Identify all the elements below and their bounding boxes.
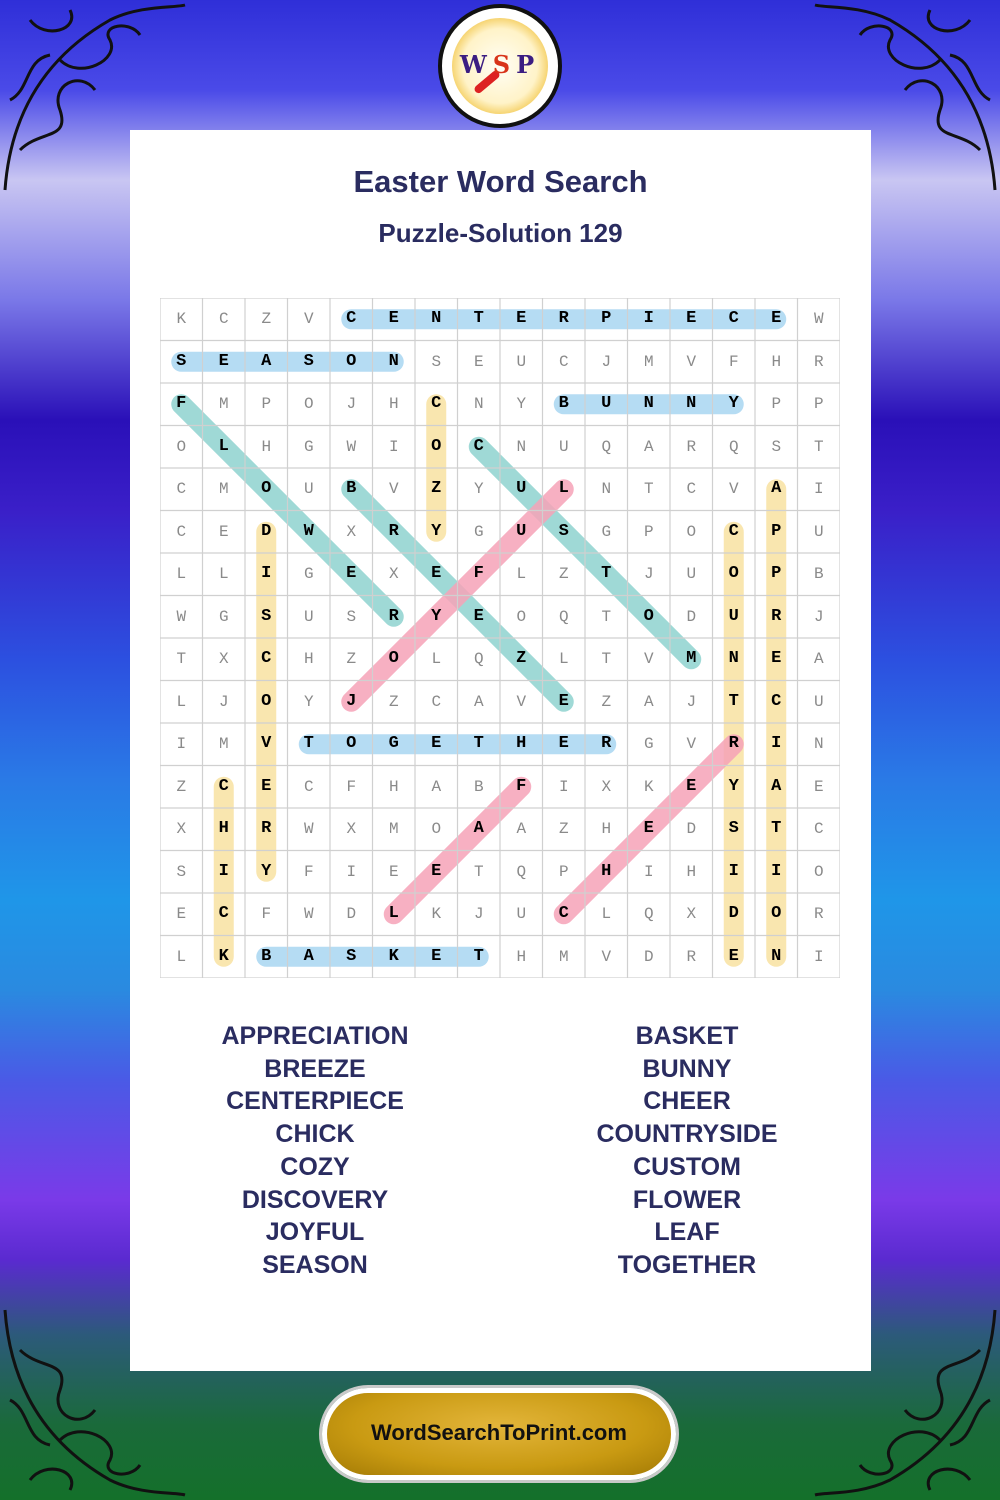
grid-letter[interactable]: O [771,904,782,923]
grid-letter[interactable]: G [388,734,399,753]
word-list-item: BASKET [635,1022,739,1050]
grid-letter[interactable]: A [771,776,782,796]
grid-letter[interactable]: R [813,352,824,371]
grid-letter[interactable]: R [771,606,782,626]
grid-letter[interactable]: B [473,777,484,796]
grid-letter[interactable]: S [558,521,569,541]
grid-letter[interactable]: P [771,395,782,413]
word-list-right [502,1020,872,1282]
grid-letter[interactable]: W [303,905,314,923]
grid-letter[interactable]: L [431,650,442,668]
grid-letter[interactable]: C [686,480,697,498]
grid-letter[interactable]: L [516,565,527,583]
grid-letter[interactable]: E [643,819,654,838]
grid-letter[interactable]: L [218,436,229,456]
grid-letter[interactable]: N [771,946,782,966]
grid-letter[interactable]: H [686,862,697,881]
grid-letter[interactable]: R [261,819,272,838]
grid-letter[interactable]: K [388,946,399,966]
grid-letter[interactable]: E [431,734,442,753]
grid-letter[interactable]: F [261,905,272,923]
grid-letter[interactable]: S [176,862,187,881]
grid-letter[interactable]: Y [728,394,739,413]
word-list-item: CHEER [643,1087,731,1116]
grid-letter[interactable]: S [346,607,357,626]
page-title: Easter Word Search [353,164,648,199]
grid-letter[interactable]: G [601,522,612,541]
grid-letter[interactable]: Z [601,692,612,711]
grid-letter[interactable]: O [303,395,314,413]
grid-letter[interactable]: E [516,309,527,328]
grid-letter[interactable]: E [218,351,229,371]
grid-letter[interactable]: L [558,650,569,668]
grid-letter[interactable]: H [303,650,314,668]
grid-letter[interactable]: C [261,649,272,668]
grid-letter[interactable]: U [813,692,824,711]
grid-letter[interactable]: V [686,352,697,371]
grid-letter[interactable]: H [516,734,527,753]
grid-letter[interactable]: T [643,480,654,498]
grid-letter[interactable]: M [218,395,229,413]
grid-letter[interactable]: M [686,649,697,668]
grid-letter[interactable]: Y [261,861,272,881]
grid-letter[interactable]: I [261,564,272,583]
grid-letter[interactable]: R [686,947,697,966]
grid-letter[interactable]: C [728,521,739,541]
grid-letter[interactable]: H [388,777,399,796]
grid-letter[interactable]: A [473,692,484,711]
grid-letter[interactable]: J [601,352,612,371]
grid-letter[interactable]: F [473,564,484,583]
grid-letter[interactable]: R [813,905,824,923]
grid-letter[interactable]: J [686,692,697,711]
grid-letter[interactable]: F [346,777,357,796]
word-list-item: DISCOVERY [241,1185,389,1214]
grid-letter[interactable]: D [261,521,272,541]
grid-letter[interactable]: C [303,777,314,796]
grid-letter[interactable]: T [601,607,612,626]
grid-letter[interactable]: R [728,734,739,753]
grid-letter[interactable]: P [601,309,612,328]
grid-letter[interactable]: C [813,820,824,838]
grid-letter[interactable]: G [473,522,484,541]
grid-letter[interactable]: E [346,564,357,583]
grid-letter[interactable]: A [473,819,484,838]
grid-letter[interactable]: T [601,650,612,668]
grid-letter[interactable]: R [388,606,399,626]
logo-letter-p: P [516,50,541,79]
grid-letter[interactable]: U [303,480,314,498]
grid-letter[interactable]: I [388,437,399,456]
grid-letter[interactable]: S [431,352,442,371]
puzzle-sheet [130,130,871,1371]
grid-letter[interactable]: Z [516,649,527,668]
wsp-logo[interactable] [438,4,562,128]
grid-letter[interactable]: O [388,649,399,668]
grid-letter[interactable]: A [643,692,654,711]
grid-letter[interactable]: U [516,479,527,498]
grid-letter[interactable]: U [558,437,569,456]
grid-letter[interactable]: U [686,565,697,583]
grid-letter[interactable]: X [218,650,229,668]
grid-letter[interactable]: S [303,351,314,371]
grid-letter[interactable]: T [473,862,484,881]
grid-letter[interactable]: I [346,862,357,881]
grid-letter[interactable]: G [643,735,654,753]
grid-letter[interactable]: C [473,436,484,456]
word-list-item: COZY [280,1152,350,1181]
grid-letter[interactable]: H [771,352,782,371]
grid-letter[interactable]: G [218,607,229,626]
grid-letter[interactable]: W [303,521,314,541]
grid-letter[interactable]: A [813,650,824,668]
grid-letter[interactable]: N [388,351,399,371]
word-list-item: FLOWER [632,1185,742,1214]
grid-letter[interactable]: O [346,734,357,753]
grid-letter[interactable]: I [813,947,824,966]
grid-letter[interactable]: I [643,862,654,881]
grid-letter[interactable]: K [643,777,654,796]
grid-letter[interactable]: W [176,607,187,626]
grid-letter[interactable]: O [431,436,442,456]
grid-letter[interactable]: V [686,735,697,753]
grid-letter[interactable]: U [303,607,314,626]
grid-letter[interactable]: A [303,946,314,966]
grid-letter[interactable]: P [261,395,272,413]
grid-letter[interactable]: H [601,820,612,838]
grid-letter[interactable]: E [686,309,697,328]
grid-letter[interactable]: P [643,522,654,541]
grid-letter[interactable]: O [516,607,527,626]
grid-letter[interactable]: Y [473,480,484,498]
grid-letter[interactable]: E [558,691,569,711]
grid-letter[interactable]: I [813,480,824,498]
grid-letter[interactable]: D [686,820,697,838]
grid-letter[interactable]: H [388,395,399,413]
grid-letter[interactable]: J [346,691,357,711]
grid-letter[interactable]: J [643,565,654,583]
grid-letter[interactable]: F [303,862,314,881]
grid-letter[interactable]: V [516,692,527,711]
grid-letter[interactable]: S [771,437,782,456]
grid-letter[interactable]: U [601,394,612,413]
grid-letter[interactable]: T [601,564,612,583]
word-list-item: CENTERPIECE [226,1087,404,1116]
grid-letter[interactable]: C [771,691,782,711]
grid-letter[interactable]: S [728,819,739,838]
grid-letter[interactable]: E [473,352,484,371]
grid-letter[interactable]: S [346,946,357,966]
grid-letter[interactable]: C [218,310,229,328]
grid-letter[interactable]: S [261,606,272,626]
grid-letter[interactable]: O [261,479,272,498]
grid-letter[interactable]: Z [261,310,272,328]
grid-letter[interactable]: M [218,735,229,753]
grid-letter[interactable]: O [813,862,824,881]
grid-letter[interactable]: Q [516,862,527,881]
grid-letter[interactable]: C [558,352,569,371]
grid-letter[interactable]: K [218,946,229,966]
grid-letter[interactable]: L [218,565,229,583]
grid-letter[interactable]: T [176,650,187,668]
grid-letter[interactable]: W [346,437,357,456]
logo-letter-w: W [459,50,493,79]
grid-letter[interactable]: J [218,692,229,711]
grid-letter[interactable]: G [303,437,314,456]
word-list-item: TOGETHER [617,1250,757,1279]
grid-letter[interactable]: I [176,735,187,753]
page-subtitle: Puzzle-Solution 129 [378,218,623,248]
grid-letter[interactable]: Y [516,395,527,413]
grid-letter[interactable]: E [558,734,569,753]
grid-letter[interactable]: X [346,820,357,838]
grid-letter[interactable]: H [601,861,612,881]
grid-letter[interactable]: T [771,819,782,838]
grid-letter[interactable]: C [218,904,229,923]
grid-letter[interactable]: R [388,521,399,541]
grid-letter[interactable]: N [431,309,442,328]
grid-letter[interactable]: N [601,480,612,498]
logo-letters [442,50,558,79]
grid-letter[interactable]: E [771,309,782,328]
word-list-item: SEASON [262,1250,368,1279]
grid-letter[interactable]: X [346,522,357,541]
grid-letter[interactable]: S [176,351,187,371]
word-list-item: CHICK [275,1120,355,1149]
grid-letter[interactable]: L [176,947,187,966]
grid-letter[interactable]: O [643,606,654,626]
grid-letter[interactable]: E [813,777,824,796]
grid-letter[interactable]: X [601,777,612,796]
grid-letter[interactable]: X [686,905,697,923]
grid-letter[interactable]: W [813,310,824,328]
grid-letter[interactable]: N [473,395,484,413]
grid-letter[interactable]: N [813,735,824,753]
grid-letter[interactable]: E [728,946,739,966]
grid-letter[interactable]: O [261,691,272,711]
grid-letter[interactable]: X [176,820,187,838]
grid-letter[interactable]: E [388,862,399,881]
grid-letter[interactable]: X [388,565,399,583]
grid-letter[interactable]: F [176,394,187,413]
grid-letter[interactable]: D [686,607,697,626]
grid-letter[interactable]: A [771,479,782,498]
grid-letter[interactable]: C [728,309,739,328]
grid-letter[interactable]: E [473,606,484,626]
grid-letter[interactable]: V [261,734,272,753]
grid-letter[interactable]: B [261,946,272,966]
grid-letter[interactable]: C [176,480,187,498]
grid-letter[interactable]: Y [431,606,442,626]
grid-letter[interactable]: L [558,479,569,498]
grid-letter[interactable]: H [516,947,527,966]
grid-letter[interactable]: Z [431,479,442,498]
grid-letter[interactable]: E [771,649,782,668]
grid-letter[interactable]: H [261,437,272,456]
grid-letter[interactable]: Y [728,776,739,796]
grid-letter[interactable]: N [728,649,739,668]
grid-letter[interactable]: I [728,861,739,881]
word-list-item: APPRECIATION [221,1022,409,1050]
grid-letter[interactable]: E [388,309,399,328]
grid-letter[interactable]: W [303,820,314,838]
grid-letter[interactable]: N [643,394,654,413]
grid-letter[interactable]: E [431,861,442,881]
grid-letter[interactable]: N [686,394,697,413]
grid-letter[interactable]: K [176,310,187,328]
grid-letter[interactable]: B [813,565,824,583]
grid-letter[interactable]: A [643,437,654,456]
word-list-item: COUNTRYSIDE [596,1120,778,1149]
grid-letter[interactable]: V [303,310,314,328]
grid-letter[interactable]: O [686,522,697,541]
grid-letter[interactable]: I [771,861,782,881]
grid-letter[interactable]: E [218,522,229,541]
grid-letter[interactable]: L [176,692,187,711]
grid-letter[interactable]: I [558,777,569,796]
grid-letter[interactable]: P [813,395,824,413]
grid-letter[interactable]: Q [643,905,654,923]
grid-letter[interactable]: O [431,820,442,838]
grid-letter[interactable]: Z [346,650,357,668]
grid-letter[interactable]: J [473,905,484,923]
grid-letter[interactable]: A [431,777,442,796]
grid-letter[interactable]: D [728,904,739,923]
grid-letter[interactable]: C [558,904,569,923]
grid-letter[interactable]: Z [388,692,399,711]
grid-letter[interactable]: B [558,394,569,413]
grid-letter[interactable]: Q [558,607,569,626]
grid-letter[interactable]: M [643,352,654,371]
grid-letter[interactable]: P [558,862,569,881]
grid-letter[interactable]: R [686,437,697,456]
grid-letter[interactable]: D [643,947,654,966]
grid-letter[interactable]: V [601,947,612,966]
grid-letter[interactable]: V [643,650,654,668]
grid-letter[interactable]: C [346,309,357,328]
grid-letter[interactable]: E [431,946,442,966]
grid-letter[interactable]: M [558,947,569,966]
grid-letter[interactable]: U [516,521,527,541]
grid-letter[interactable]: T [728,691,739,711]
grid-letter[interactable]: D [346,905,357,923]
word-list-item: BUNNY [642,1054,732,1083]
grid-letter[interactable]: R [601,734,612,753]
word-list-item: JOYFUL [265,1218,365,1247]
grid-letter[interactable]: C [218,776,229,796]
grid-letter[interactable]: L [388,904,399,923]
grid-letter[interactable]: I [643,309,654,328]
grid-letter[interactable]: R [558,309,569,328]
word-list-item: LEAF [654,1218,720,1247]
grid-letter[interactable]: T [813,437,824,456]
grid-letter[interactable]: G [303,565,314,583]
grid-letter[interactable]: C [431,394,442,413]
grid-letter[interactable]: V [388,480,399,498]
grid-letter[interactable]: H [218,819,229,838]
grid-letter[interactable]: U [813,522,824,541]
grid-letter[interactable]: T [473,946,484,966]
grid-letter[interactable]: Z [558,565,569,583]
grid-letter[interactable]: E [686,776,697,796]
grid-letter[interactable]: F [516,776,527,796]
grid-letter[interactable]: I [218,861,229,881]
grid-letter[interactable]: Q [473,650,484,668]
grid-letter[interactable]: Q [728,437,739,456]
grid-letter[interactable]: M [218,480,229,498]
grid-letter[interactable]: B [346,479,357,498]
grid-letter[interactable]: T [473,734,484,753]
site-url-button[interactable]: WordSearchToPrint.com [322,1388,676,1480]
grid-letter[interactable]: Y [303,692,314,711]
grid-letter[interactable]: U [728,606,739,626]
grid-letter[interactable]: Q [601,437,612,456]
logo-letter-s: S [492,50,517,79]
grid-letter[interactable]: J [813,607,824,626]
grid-letter[interactable]: P [771,521,782,541]
grid-letter[interactable]: E [261,776,272,796]
letter-grid [160,298,840,978]
grid-letter[interactable]: O [176,437,187,456]
grid-letter[interactable]: T [473,309,484,328]
grid-letter[interactable]: O [728,564,739,583]
grid-letter[interactable]: Z [176,777,187,796]
grid-letter[interactable]: L [176,565,187,583]
grid-letter[interactable]: A [261,351,272,371]
grid-letter[interactable]: A [516,820,527,838]
grid-letter[interactable]: I [771,734,782,753]
grid-letter[interactable]: N [516,437,527,456]
word-list-item: CUSTOM [633,1152,741,1181]
grid-letter[interactable]: U [516,352,527,371]
grid-letter[interactable]: Z [558,820,569,838]
grid-letter[interactable]: E [431,564,442,583]
grid-letter[interactable]: C [431,692,442,711]
grid-letter[interactable]: V [728,480,739,498]
grid-letter[interactable]: T [303,734,314,753]
grid-letter[interactable]: P [771,564,782,583]
word-list-left [130,1020,500,1282]
word-list-item: BREEZE [264,1054,366,1083]
grid-letter[interactable]: L [601,905,612,923]
grid-letter[interactable]: K [431,905,442,923]
grid-letter[interactable]: J [346,395,357,413]
grid-letter[interactable]: U [516,905,527,923]
grid-letter[interactable]: Y [431,521,442,541]
grid-letter[interactable]: M [388,820,399,838]
grid-letter[interactable]: F [728,352,739,371]
grid-letter[interactable]: C [176,522,187,541]
grid-letter[interactable]: E [176,905,187,923]
grid-letter[interactable]: O [346,351,357,371]
